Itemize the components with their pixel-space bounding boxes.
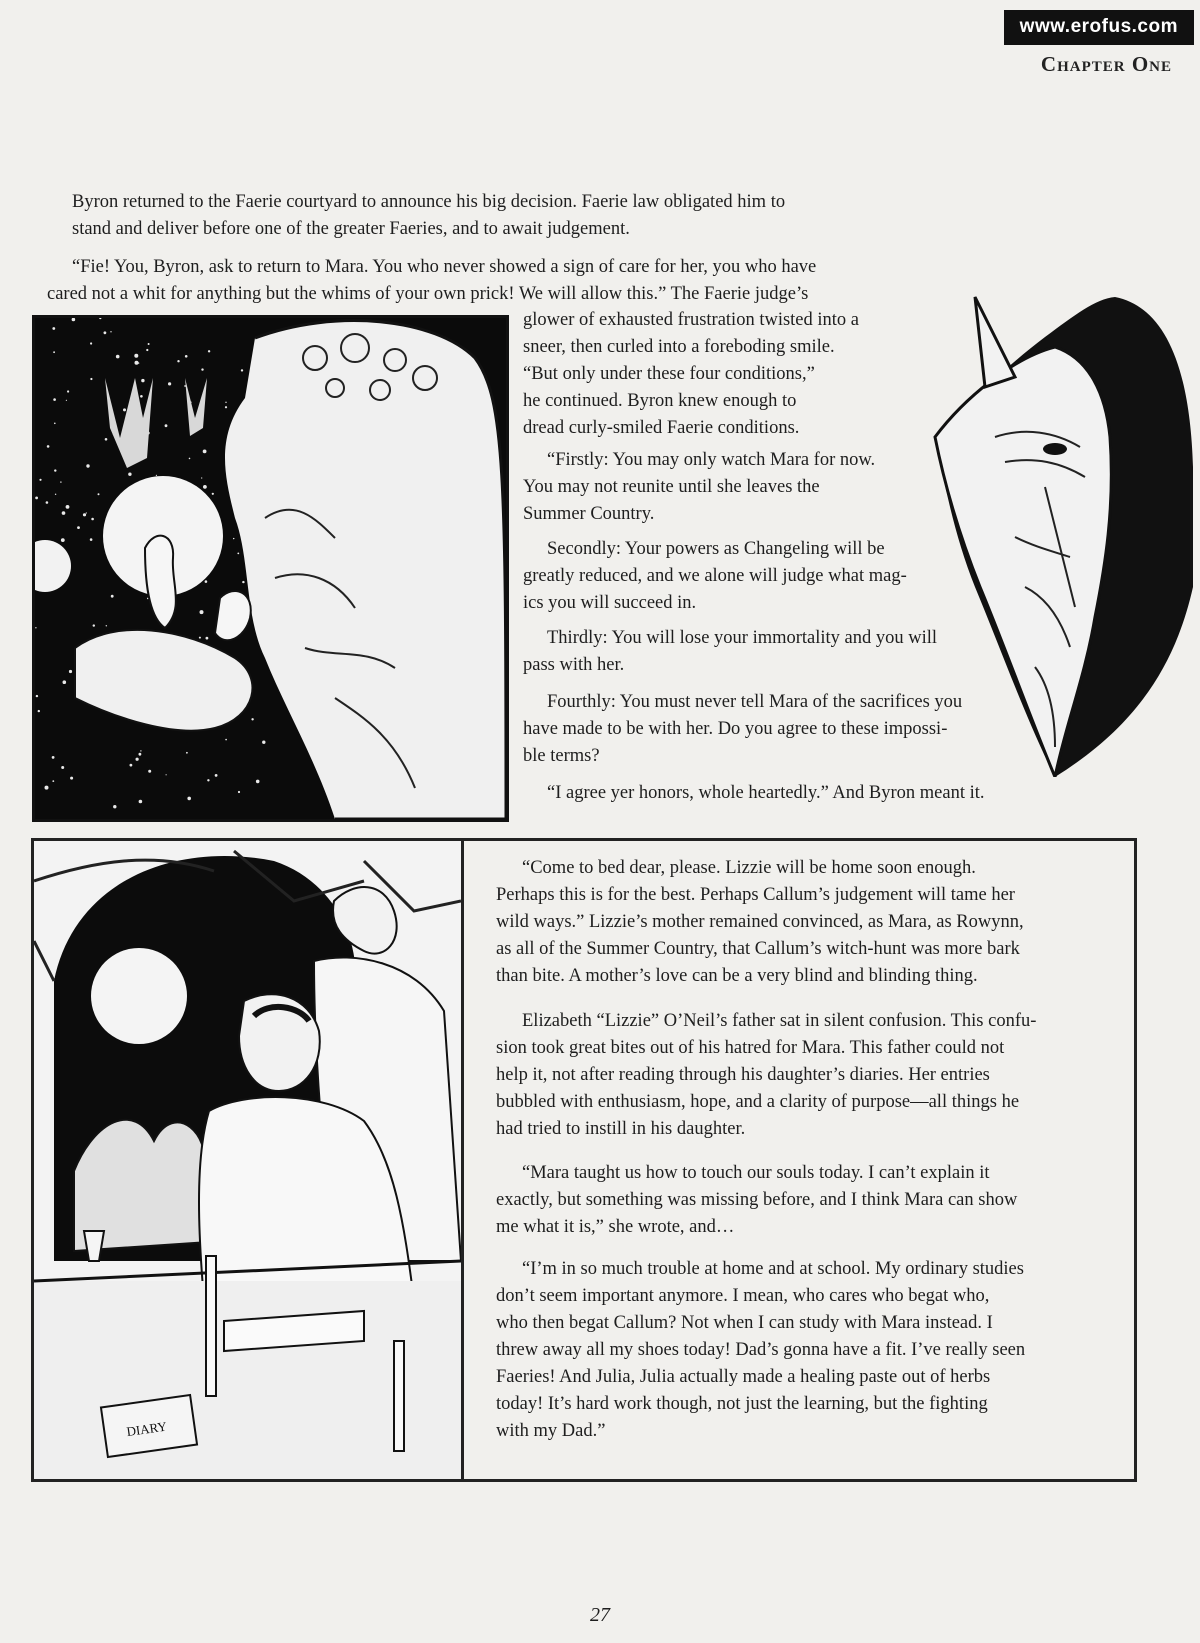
star — [201, 477, 202, 478]
star — [54, 469, 56, 471]
text-line: sneer, then curled into a foreboding smile. — [523, 337, 835, 357]
text-line: “I agree yer honors, whole heartedly.” And Byron meant it. — [547, 783, 985, 803]
text-line: wild ways.” Lizzie’s mother remained convinced, as Mara, as Rowynn, — [496, 912, 1024, 932]
star — [98, 493, 100, 495]
star — [140, 395, 143, 398]
text-line: exactly, but something was missing before, and I think Mara can show — [496, 1190, 1018, 1210]
star — [251, 718, 253, 720]
star — [90, 538, 93, 541]
star — [237, 553, 239, 555]
star — [130, 764, 133, 767]
star — [141, 379, 144, 382]
star — [139, 753, 142, 756]
text-line: “I’m in so much trouble at home and at school. My ordinary studies — [522, 1259, 1024, 1279]
star — [203, 450, 207, 454]
star — [225, 402, 226, 403]
star — [201, 368, 203, 370]
star — [185, 355, 188, 358]
star — [212, 493, 214, 495]
star — [136, 758, 139, 761]
star — [187, 797, 191, 801]
byron-agrees — [523, 780, 985, 807]
star — [39, 479, 41, 481]
star — [148, 343, 150, 345]
star — [111, 595, 114, 598]
star — [113, 805, 116, 808]
text-line: Elizabeth “Lizzie” O’Neil’s father sat in silent confusion. This confu- — [522, 1011, 1037, 1031]
star — [186, 752, 188, 754]
text-line: You may not reunite until she leaves the — [523, 477, 820, 497]
star — [52, 756, 55, 759]
star — [262, 741, 265, 744]
star — [63, 680, 67, 684]
text-line: “Firstly: You may only watch Mara for now. — [547, 450, 876, 470]
text-line: ics you will succeed in. — [523, 593, 697, 613]
star — [86, 464, 89, 467]
star — [206, 637, 209, 640]
text-line: sion took great bites out of his hatred for Mara. This father could not — [496, 1038, 1005, 1058]
star — [86, 512, 87, 513]
star — [106, 625, 107, 626]
star — [77, 526, 80, 529]
text-line: he continued. Byron knew enough to — [523, 391, 797, 411]
parents-illustration — [34, 841, 464, 1479]
faerie-judge-illustration — [32, 315, 509, 822]
star — [70, 777, 73, 780]
star — [67, 390, 69, 392]
parents-scene — [34, 841, 461, 1479]
star — [60, 481, 61, 482]
intro-paragraph — [72, 189, 785, 243]
star — [62, 511, 66, 515]
star — [200, 610, 204, 614]
star — [46, 501, 49, 504]
star — [69, 670, 72, 673]
condition-third — [523, 625, 937, 679]
star — [66, 505, 70, 509]
text-line: as all of the Summer Country, that Callum’s witch-hunt was more bark — [496, 939, 1020, 959]
star — [242, 581, 244, 583]
judge-paragraph — [47, 254, 817, 308]
text-line: bubbled with enthusiasm, hope, and a clarity of purpose—all things he — [496, 1092, 1020, 1112]
star — [205, 580, 208, 583]
judge-face-drawing — [905, 287, 1195, 777]
pointed-ear — [975, 297, 1015, 387]
star — [166, 774, 167, 775]
star — [233, 538, 234, 539]
diary-paragraph-4 — [496, 1256, 1025, 1445]
text-line: stand and deliver before one of the greater Faeries, and to await judgement. — [72, 219, 630, 239]
text-line: ble terms? — [523, 746, 600, 766]
condition-fourth — [523, 689, 962, 770]
chapter-title: Chapter One — [1040, 52, 1172, 76]
text-line: than bite. A mother’s love can be a very blind and blinding thing. — [496, 966, 978, 986]
star — [54, 423, 56, 425]
diary-cover-label: DIARY — [125, 1418, 168, 1440]
candle — [394, 1341, 404, 1451]
star — [215, 774, 218, 777]
star — [139, 800, 143, 804]
star — [207, 779, 209, 781]
star — [208, 350, 210, 352]
star — [146, 349, 148, 351]
watermark: www.erofus.com — [1004, 10, 1194, 45]
star — [90, 342, 92, 344]
star — [52, 327, 55, 330]
text-line: “Fie! You, Byron, ask to return to Mara. You who never showed a sign of care for her, you who have — [72, 257, 817, 277]
star — [93, 624, 95, 626]
star — [66, 400, 67, 401]
page-number: 27 — [590, 1604, 610, 1626]
text-line: “But only under these four conditions,” — [523, 364, 815, 384]
star — [238, 791, 240, 793]
text-line: Secondly: Your powers as Changeling will be — [547, 539, 885, 559]
star — [134, 354, 138, 358]
text-line: Summer Country. — [523, 504, 655, 524]
text-line: me what it is,” she wrote, and… — [496, 1217, 735, 1237]
diary-paragraph-3 — [496, 1160, 1017, 1241]
star — [38, 710, 40, 712]
diary-paragraph-1 — [496, 855, 1024, 990]
star — [241, 369, 243, 371]
star — [199, 637, 201, 639]
star — [104, 331, 107, 334]
text-line: today! It’s hard work though, not just the learning, but the fighting — [496, 1394, 988, 1414]
text-line: help it, not after reading through his daughter’s diaries. Her entries — [496, 1065, 990, 1085]
star — [36, 695, 38, 697]
star — [83, 513, 86, 516]
star — [128, 473, 131, 476]
star — [53, 398, 56, 401]
text-line: threw away all my shoes today! Dad’s gonna have a fit. I’ve really seen — [496, 1340, 1026, 1360]
star — [225, 406, 227, 408]
judge-face-illustration — [905, 287, 1195, 777]
diary-paragraph-2 — [496, 1008, 1036, 1143]
star — [61, 538, 65, 542]
text-line: Faeries! And Julia, Julia actually made a healing paste out of herbs — [496, 1367, 991, 1387]
star — [168, 382, 171, 385]
star — [177, 360, 179, 362]
text-line: greatly reduced, and we alone will judge what mag- — [523, 566, 907, 586]
text-line: with my Dad.” — [496, 1421, 606, 1441]
star — [156, 475, 157, 476]
star — [90, 378, 92, 380]
judge-eye — [1043, 443, 1067, 455]
star — [148, 770, 151, 773]
text-line: have made to be with her. Do you agree to these impossi- — [523, 719, 948, 739]
full-moon — [91, 948, 187, 1044]
text-line: dread curly-smiled Faerie conditions. — [523, 418, 800, 438]
star — [256, 780, 260, 784]
star — [110, 331, 111, 332]
text-line: “Mara taught us how to touch our souls today. I can’t explain it — [522, 1163, 990, 1183]
star — [123, 408, 126, 411]
star — [35, 497, 38, 500]
text-line: pass with her. — [523, 655, 625, 675]
condition-second — [523, 536, 907, 617]
text-line: had tried to instill in his daughter. — [496, 1119, 746, 1139]
condition-first — [523, 447, 875, 528]
star — [116, 355, 120, 359]
star — [165, 424, 168, 427]
starfield-scene — [35, 318, 506, 819]
text-line: Fourthly: You must never tell Mara of the sacrifices you — [547, 692, 963, 712]
text-line: Perhaps this is for the best. Perhaps Callum’s judgement will tame her — [496, 885, 1015, 905]
star — [189, 458, 191, 460]
star — [53, 351, 55, 353]
judge-paragraph-continued — [523, 307, 859, 442]
star — [35, 627, 36, 628]
text-line: cared not a whit for anything but the whims of your own prick! We will allow this.” The Faerie judge’s — [47, 284, 809, 304]
star — [140, 750, 141, 751]
text-line: don’t seem important anymore. I mean, who cares who begat who, — [496, 1286, 990, 1306]
star — [203, 485, 207, 489]
candle — [206, 1256, 216, 1396]
star — [105, 438, 108, 441]
star — [61, 766, 64, 769]
star — [52, 780, 54, 782]
text-line: Byron returned to the Faerie courtyard to announce his big decision. Faerie law obligated him to — [72, 192, 786, 212]
star — [135, 361, 139, 365]
star — [225, 739, 227, 741]
star — [45, 786, 49, 790]
text-line: glower of exhausted frustration twisted into a — [523, 310, 859, 330]
star — [47, 445, 50, 448]
star — [55, 494, 56, 495]
text-line: “Come to bed dear, please. Lizzie will be home soon enough. — [522, 858, 976, 878]
text-line: who then begat Callum? Not when I can study with Mara instead. I — [496, 1313, 993, 1333]
star — [91, 518, 94, 521]
text-line: Thirdly: You will lose your immortality and you will — [547, 628, 938, 648]
